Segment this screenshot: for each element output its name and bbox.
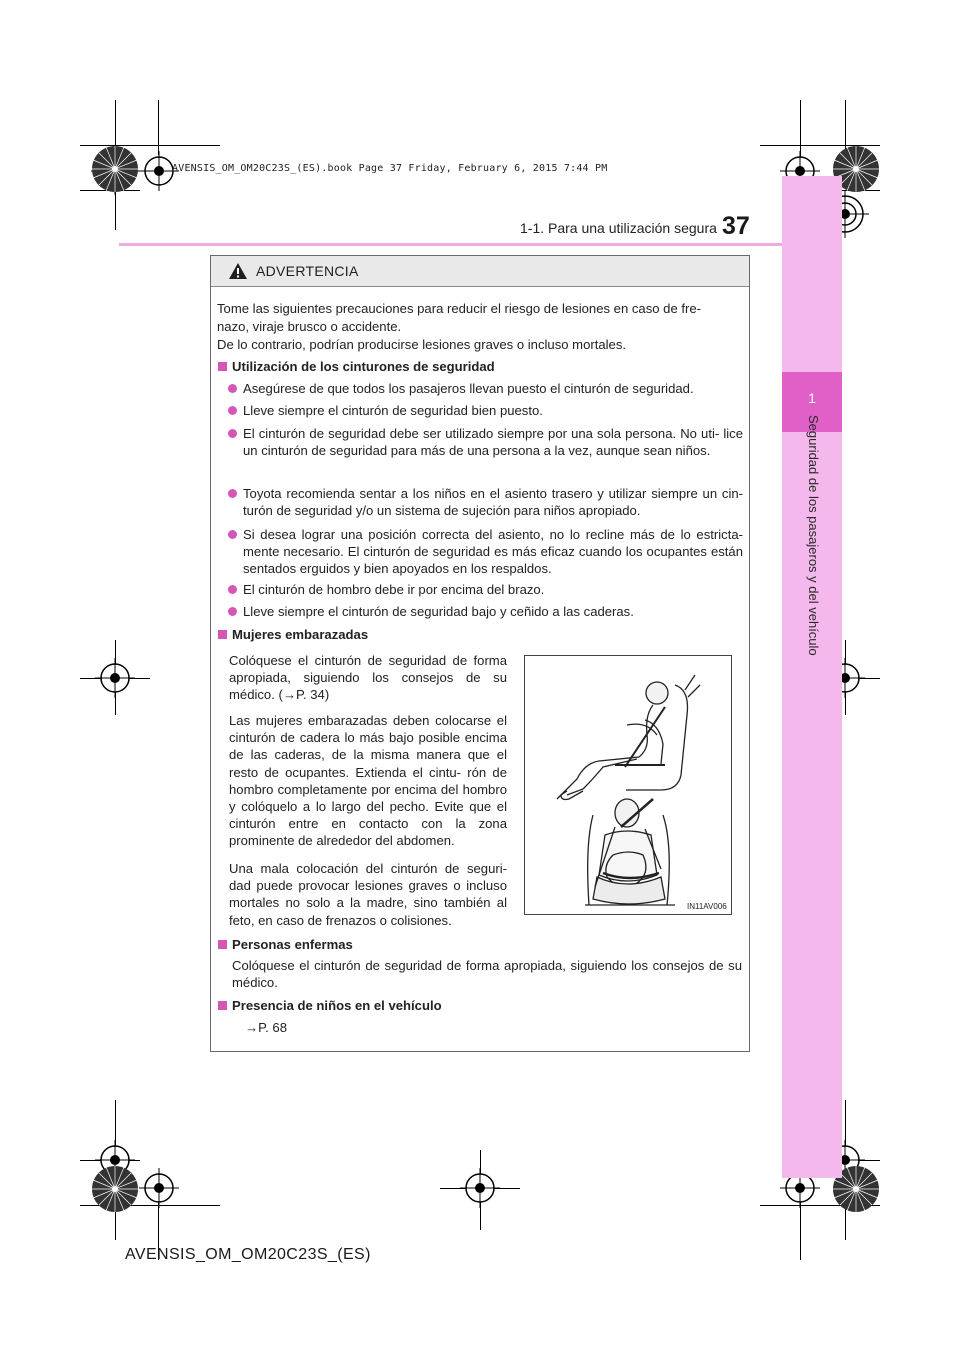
warning-triangle-icon [228, 262, 248, 280]
children-reference: →P. 68 [245, 1020, 287, 1035]
pregnant-heading: Mujeres embarazadas [232, 627, 369, 642]
bullet-dot-icon [228, 607, 237, 616]
seatbelt-heading: Utilización de los cinturones de seguridad [232, 359, 495, 374]
registration-target-icon [86, 649, 144, 707]
list-item: Si desea lograr una posición correcta del asiento, no lo recline más de lo estricta- mente necesario. El cinturón de seguridad es más eficaz cuando los ocupantes están sentados erguidos y bien apoyados en los respaldos. [243, 527, 743, 577]
book-info-line: AVENSIS_OM_OM20C23S_(ES).book Page 37 Friday, February 6, 2015 7:44 PM [172, 163, 608, 174]
list-item: Toyota recomienda sentar a los niños en el asiento trasero y utilizar siempre un cin- turón de seguridad y/o un sistema de sujeción para niños apropiado. [243, 486, 743, 519]
bullet-dot-icon [228, 489, 237, 498]
pregnant-paragraph: Una mala colocación del cinturón de seguri- dad puede provocar lesiones graves o incluso mortales no solo a la madre, sino también al feto, en caso de frenazos o colisiones. [229, 861, 507, 928]
bullet-dot-icon [228, 384, 237, 393]
children-heading: Presencia de niños en el vehículo [232, 998, 442, 1013]
bullet-dot-icon [228, 530, 237, 539]
list-item: Lleve siempre el cinturón de seguridad bien puesto. [243, 403, 543, 418]
section-square-icon [218, 630, 227, 639]
header-rule [119, 243, 782, 246]
list-item: El cinturón de hombro debe ir por encima del brazo. [243, 582, 545, 597]
pregnant-woman-front-view-icon [575, 795, 685, 913]
starburst-mark-icon [91, 145, 139, 193]
manual-code-footer: AVENSIS_OM_OM20C23S_(ES) [125, 1246, 371, 1263]
pregnant-woman-side-view-icon [545, 665, 705, 805]
section-square-icon [218, 1001, 227, 1010]
sick-heading: Personas enfermas [232, 937, 353, 952]
page-number: 37 [722, 212, 750, 240]
intro-line: De lo contrario, podrían producirse lesiones graves o incluso mortales. [217, 337, 627, 352]
list-item: El cinturón de seguridad debe ser utilizado siempre por una sola persona. No uti- lice un cinturón de seguridad para más de una persona a la vez, aunque sean niños. [243, 426, 743, 459]
warning-title: ADVERTENCIA [256, 263, 359, 279]
section-square-icon [218, 362, 227, 371]
starburst-mark-icon [91, 1165, 139, 1213]
figure-code: IN11AV006 [687, 902, 727, 911]
bullet-dot-icon [228, 406, 237, 415]
chapter-number: 1 [808, 390, 816, 406]
pregnant-paragraph: Las mujeres embarazadas deben colocarse el cinturón de cadera lo más bajo posible encima de las caderas, de la misma manera que el resto de ocupantes. Extienda el cintu- rón de hombro completamente por encima del hombro y colóquelo a lo largo del pecho. Evite que el cinturón entre en contacto con la zona prominente de alrededor del abdomen. [229, 713, 507, 849]
registration-target-icon [451, 1159, 509, 1217]
list-item: Asegúrese de que todos los pasajeros llevan puesto el cinturón de seguridad. [243, 381, 694, 396]
section-title: 1-1. Para una utilización segura [520, 220, 717, 236]
intro-line: nazo, viraje brusco o accidente. [217, 319, 402, 334]
bullet-dot-icon [228, 429, 237, 438]
intro-line: Tome las siguientes precauciones para reducir el riesgo de lesiones en caso de fre- [217, 301, 702, 316]
section-square-icon [218, 940, 227, 949]
list-item: Lleve siempre el cinturón de seguridad bajo y ceñido a las caderas. [243, 604, 634, 619]
chapter-title: Seguridad de los pasajeros y del vehículo [806, 415, 821, 656]
sick-text: Colóquese el cinturón de seguridad de forma apropiada, siguiendo los consejos de su médico. [232, 958, 742, 991]
pregnant-paragraph: Colóquese el cinturón de seguridad de forma apropiada, siguiendo los consejos de su médico. (→P. 34) [229, 653, 507, 703]
bullet-dot-icon [228, 585, 237, 594]
chapter-side-strip [782, 176, 842, 1178]
